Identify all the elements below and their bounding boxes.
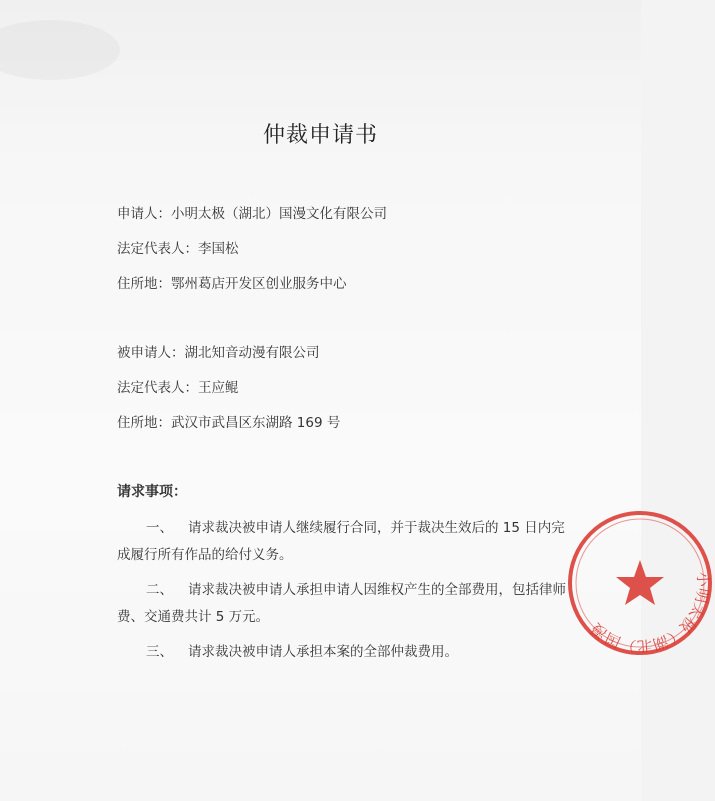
claim-2-line-1: 请求裁决被申请人承担申请人因维权产生的全部费用，包括律师 bbox=[188, 582, 566, 598]
claim-1-line-1: 请求裁决被申请人继续履行合同，并于裁决生效后的 15 日内完 bbox=[188, 520, 565, 536]
claim-1-number: 一、 bbox=[146, 520, 173, 536]
document-title: 仲裁申请书 bbox=[262, 123, 378, 148]
respondent-name: 被申请人：湖北知音动漫有限公司 bbox=[117, 345, 320, 361]
applicant-representative: 法定代表人：李国松 bbox=[117, 241, 239, 257]
respondent-address: 住所地：武汉市武昌区东湖路 169 号 bbox=[117, 415, 341, 431]
applicant-address: 住所地：鄂州葛店开发区创业服务中心 bbox=[117, 276, 347, 292]
claim-3-number: 三、 bbox=[146, 644, 173, 660]
claim-2-number: 二、 bbox=[146, 582, 173, 598]
claim-1-line-2: 成履行所有作品的给付义务。 bbox=[117, 547, 293, 563]
scan-smudge bbox=[0, 20, 120, 80]
company-seal bbox=[565, 508, 715, 658]
seal-star-icon bbox=[616, 560, 664, 605]
claim-2-line-2: 费、交通费共计 5 万元。 bbox=[117, 609, 270, 625]
applicant-name: 申请人：小明太极（湖北）国漫文化有限公司 bbox=[117, 206, 387, 222]
claim-3-line-1: 请求裁决被申请人承担本案的全部仲裁费用。 bbox=[188, 644, 458, 660]
respondent-representative: 法定代表人：王应鲲 bbox=[117, 380, 239, 396]
claims-heading: 请求事项： bbox=[117, 484, 187, 500]
seal-text: 小明太极（湖北）国漫 bbox=[587, 571, 713, 656]
